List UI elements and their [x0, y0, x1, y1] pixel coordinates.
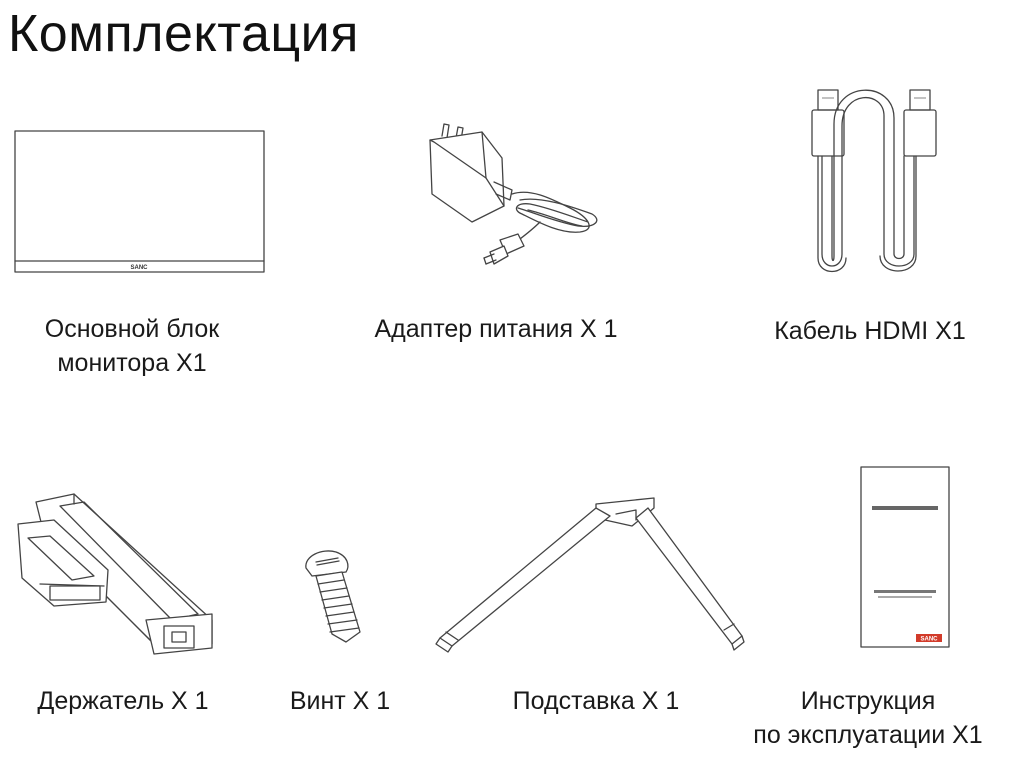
caption-monitor-line1: Основной блок: [44, 315, 220, 343]
caption-manual: [734, 684, 1002, 752]
caption-adapter: [352, 312, 640, 346]
caption-adapter-line1: Адаптер питания X 1: [374, 315, 618, 343]
manual-brand-logo: SANC: [920, 636, 938, 643]
holder-illustration: [14, 494, 214, 664]
caption-manual-line2: по эксплуатации X1: [753, 721, 983, 749]
caption-stand: [488, 684, 704, 718]
page-title: Комплектация: [8, 5, 359, 63]
hdmi-cable-illustration: [804, 86, 944, 276]
caption-holder: [8, 684, 238, 718]
caption-monitor: [14, 312, 250, 380]
caption-monitor-line2: монитора X1: [57, 349, 207, 377]
stand-illustration: [436, 496, 746, 656]
monitor-illustration: [14, 130, 266, 275]
caption-hdmi-line1: Кабель HDMI X1: [774, 317, 966, 345]
caption-stand-line1: Подставка X 1: [512, 687, 680, 715]
power-adapter-illustration: [420, 118, 610, 278]
caption-manual-line1: Инструкция: [800, 687, 936, 715]
monitor-brand-logo: SANC: [130, 265, 148, 271]
caption-screw: [270, 684, 410, 718]
caption-screw-line1: Винт X 1: [289, 687, 391, 715]
caption-holder-line1: Держатель X 1: [37, 687, 209, 715]
manual-illustration: [860, 466, 952, 650]
caption-hdmi: [752, 314, 988, 348]
screw-illustration: [302, 548, 368, 646]
